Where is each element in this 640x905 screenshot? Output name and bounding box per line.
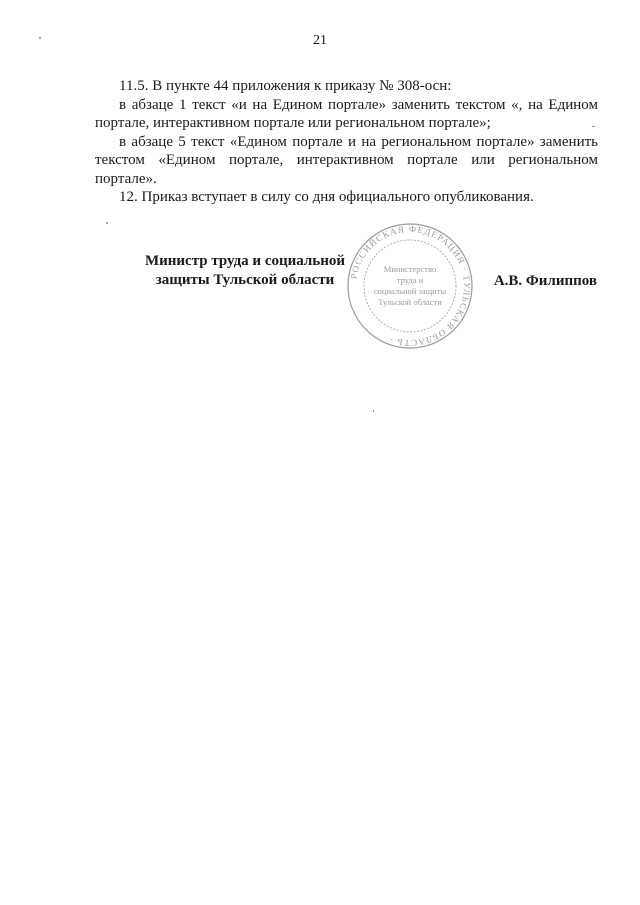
paragraph-abzac-5: в абзаце 5 текст «Едином портале и на региональном портале» заменить текстом «Едином портале, интерактивном портале или региональном портале». (95, 133, 598, 187)
scan-speck (106, 222, 108, 224)
signer-name: А.В. Филиппов (493, 273, 597, 289)
page-number: 21 (313, 33, 327, 48)
seal-inner-line3: социальной защиты (373, 286, 447, 296)
scan-speck (39, 37, 41, 39)
scan-speck (373, 410, 374, 412)
seal-outer-text: РОССИЙСКАЯ ФЕДЕРАЦИЯ · ТУЛЬСКАЯ ОБЛАСТЬ · (348, 223, 473, 349)
seal-inner-line4: Тульской области (378, 297, 442, 307)
paragraph-11-5: 11.5. В пункте 44 приложения к приказу № 308-осн: (119, 78, 452, 94)
document-body (95, 77, 598, 207)
seal-inner-line1: Министерство (383, 264, 437, 274)
paragraph-abzac-1: в абзаце 1 текст «и на Едином портале» заменить текстом «, на Едином портале, интерактивном портале или региональном портале»; (95, 96, 598, 131)
scan-speck (592, 126, 595, 127)
signer-position (130, 252, 360, 290)
signer-position-line2: защиты Тульской области (155, 272, 335, 288)
paragraph-12: 12. Приказ вступает в силу со дня официального опубликования. (119, 189, 534, 205)
seal-inner-line2: труда и (396, 275, 424, 285)
official-seal-stamp (345, 221, 475, 351)
signer-position-line1: Министр труда и социальной (144, 253, 346, 269)
